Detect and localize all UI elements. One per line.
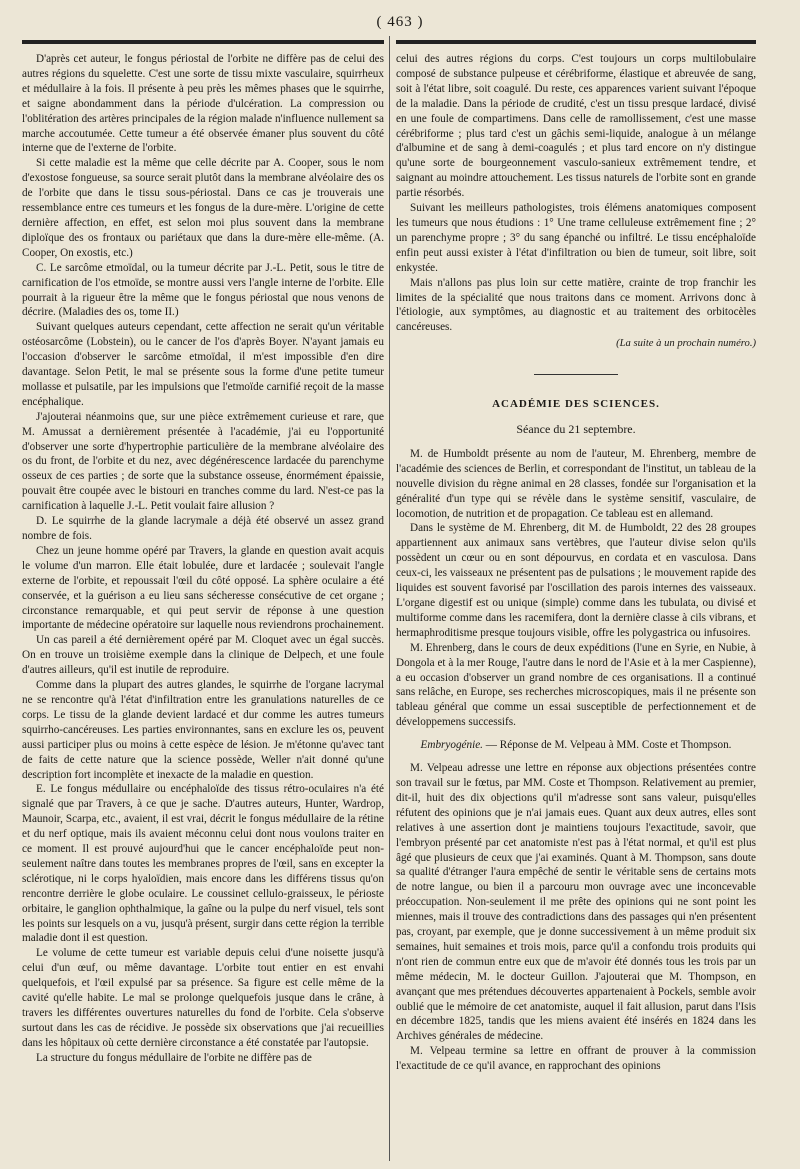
paragraph: Suivant les meilleurs pathologistes, trois élémens anatomiques composent les tumeurs que nous étudions : 1° Une trame celluleuse extrêmement fine ; 2° un parenchyme propre ; 3° du sang épanché ou infiltré. Le tissu encéphaloïde enfin peut aussi exister à l'état d'infiltration ou bien de tumeur, soit libre, soit enkystée.	[396, 202, 756, 274]
paragraph: Chez un jeune homme opéré par Travers, la glande en question avait acquis le volume d'un marron. Elle était lobulée, dure et lardacée ; soulevait l'angle externe de l'orbite, et repoussait l'œil du côté opposé. La sphère oculaire a été conservée, et la guérison a eu lieu sans sécheresse consécutive de cet organe ; circonstance remarquable, et qui peut servir de réponse à une question importante de médecine opératoire sur laquelle nous reviendrons prochainement.	[22, 544, 384, 632]
right-column	[396, 52, 756, 1163]
paragraph: celui des autres régions du corps. C'est toujours un corps multilobulaire composé de substance pulpeuse et cérébriforme, élastique et abreuvée de sang, soit à l'état libre, soit coagulé. Du reste, ces apparences varient suivant l'époque de la maladie. Dans la période de crudité, c'est un tissu presque lardacé, divisé en une foule de compartimens. Dans celle de ramollissement, c'est une masse cérébriforme ; plus tard c'est un gâchis semi-liquide, analogue à un mélange d'albumine et de sang à demi-coagulés ; et plus tard encore on n'y distingue qu'une sorte de bourgeonnement vasculo-sanieux extrêmement tendre, et saignant au moindre attouchement. Les tissus naturels de l'orbite sont en grande partie résorbés.	[396, 53, 756, 200]
subsection-heading	[396, 738, 756, 753]
paragraph: Un cas pareil a été dernièrement opéré par M. Cloquet avec un égal succès. On en trouve un troisième exemple dans la clinique de Delpech, et une foule d'autres ailleurs, qu'il est inutile de reproduire.	[22, 634, 384, 677]
continued-note: (La suite à un prochain numéro.)	[616, 338, 756, 350]
section-title: ACADÉMIE DES SCIENCES.	[492, 398, 660, 411]
paragraph: Le volume de cette tumeur est variable depuis celui d'une noisette jusqu'à celui d'un œuf, ou même davantage. L'orbite tout entier en est envahi quelquefois, et l'œil expulsé par sa présence. Sa figure est celle même de la cavité qu'elle habite. Le mal se prolonge quelquefois jusque dans le crâne, à travers les différentes ouvertures naturelles du fond de l'orbite. Cela s'observe surtout dans les cas de récidive. Je possède six observations que j'ai recueillies dans les hôpitaux où cette dernière circonstance a été constatée par l'autopsie.	[22, 947, 384, 1049]
paragraph: M. de Humboldt présente au nom de l'auteur, M. Ehrenberg, membre de l'académie des sciences de Berlin, et correspondant de l'institut, un tableau de la nouvelle division du règne animal en 28 classes, fondée sur l'organisation et la généralité d'un type qui se révèle dans le système sensitif, vasculaire, de locomotion, de nutrition et de propagation. Ce tableau est en allemand.	[396, 447, 756, 520]
paragraph: E. Le fongus médullaire ou encéphaloïde des tissus rétro-oculaires n'a été signalé que par Travers, à ce que je sache. D'autres auteurs, Hunter, Wardrop, Maunoir, Scarpa, etc., avaient, il est vrai, décrit le fongus médullaire de la rétine et du nerf optique, mais ils avaient méconnu celui dont nous voulons traiter en ce moment. Il est prouvé aujourd'hui que le cancer encéphaloïde peut non-seulement naître dans toutes les membranes propres de l'œil, sans en excepter la sclérotique, ni le corps hyaloïdien, mais encore dans les différens tissus qu'on rencontre derrière le globe oculaire. Le coussinet cellulo-graisseux, le périoste orbitaire, le ganglion ophthalmique, la gaîne ou la pulpe du nerf visuel, tels sont les points sur lesquels on a vu, jusqu'à présent, surgir dans cette région la terrible maladie dont il est question.	[22, 783, 384, 945]
paragraph: D'après cet auteur, le fongus périostal de l'orbite ne diffère pas de celui des autres régions du squelette. C'est une sorte de tissu mixte vasculaire, squirrheux et médullaire à la fois. Il présente à peu près les mêmes phases que le squirrhe, et saigne abondamment dans la période d'ulcération. La compression ou l'oblitération des artères principales de la région malade n'influence nullement sa marche accoutumée. Cette tumeur a été observée émaner plus souvent du côté interne que de l'externe de l'orbite.	[22, 53, 384, 155]
paragraph: Mais n'allons pas plus loin sur cette matière, crainte de trop franchir les limites de la spécialité que nous traitons dans ce moment. Arrivons donc à l'étiologie, aux symptômes, au diagnostic et au traitement des orbitocèles cancéreuses.	[396, 276, 756, 334]
header-rule-right	[396, 40, 756, 44]
paragraph: Si cette maladie est la même que celle décrite par A. Cooper, sous le nom d'exostose fongueuse, sa source serait plutôt dans la membrane alvéolaire des os de l'orbite que dans le tissu sous-périostal. Dans ce cas je trouverais une ressemblance entre ces tumeurs et les fongus de la dure-mère. L'origine de cette dernière affection, en effet, est selon moi plus souvent dans la membrane diploïque des os frontaux ou pariétaux que dans la dure-mère elle-même. (A. Cooper, On exostis, etc.)	[22, 157, 384, 259]
subsection-title: — Réponse de M. Velpeau à MM. Coste et Thompson.	[485, 739, 732, 752]
paragraph: J'ajouterai néanmoins que, sur une pièce extrêmement curieuse et rare, que M. Amussat a dernièrement présentée à l'académie, j'ai eu l'opportunité d'observer une sorte d'hypertrophie particulière de la membrane alvéolaire des os du front, de l'orbite et du nez, avec dégénérescence lardacée du parenchyme osseux de ces parties ; de sorte que la substance osseuse, énormément épaissie, pouvait être coupée avec le bistouri en tranches comme du lard. N'est-ce pas la carnification à laquelle J.-L. Petit voulait faire allusion ?	[22, 410, 384, 513]
paragraph: La structure du fongus médullaire de l'orbite ne diffère pas de	[36, 1051, 312, 1064]
paragraph: D. Le squirrhe de la glande lacrymale a déjà été observé un assez grand nombre de fois.	[22, 515, 384, 542]
subsection-label: Embryogénie.	[420, 739, 483, 752]
paragraph: M. Velpeau adresse une lettre en réponse aux objections présentées contre son travail sur le fœtus, par MM. Coste et Thompson. Relativement au premier, dit-il, huit des dix objections qu'il m'adresse sont sans valeur, puisqu'elles réfutent des opinions que je n'ai jamais eues. Quant aux deux autres, elles sont relatives à une assertion dont je maintiens toujours l'exactitude, savoir, que l'embryon présenté par cet anatomiste n'est pas à l'état normal, et qu'il est plus âgé que plusieurs de ceux que j'ai examinés. Quant à M. Thompson, sans doute sa qualité d'étranger l'aura empêché de sentir le véritable sens de certains mots de notre langue, ou bien il a parcouru mon ouvrage avec une inconcevable préoccupation. Non-seulement il me prête des opinions qui ne sont point les miennes, mais il trouve des contradictions dans des passages qui n'en présentent pas, croyant, par exemple, que je donne successivement à un même produit six semaines, huit semaines et trois mois, parce qu'il a confondu trois produits qui n'ont rien de commun entre eux que de m'avoir été donnés tous les trois par un même médecin, M. le docteur Guillon. J'ajouterai que M. Thompson, en avançant que mes prétendues découvertes appartenaient à Pockels, semble avoir oublié que le mémoire de cet anatomiste, auquel il fait allusion, parut dans l'Isis en décembre 1825, tandis que les miens avaient été insérés en 1824 dans les Archives générales de médecine.	[396, 762, 756, 1043]
left-column	[22, 52, 384, 1163]
page-number: ( 463 )	[376, 14, 424, 30]
paragraph: Dans le système de M. Ehrenberg, dit M. de Humboldt, 22 des 28 groupes appartiennent aux animaux sans vertèbres, que l'auteur divise selon qu'ils possèdent un cœur ou en sont dépourvus, en cordata et en vasculosa. Dans ceux-ci, les vaisseaux ne présentent pas de pulsations ; le mouvement rapide des liquides est souvent favorisé par l'oscillation des parois internes des vaisseaux. L'organe digestif est ou unique (simple) comme dans les tubulata, ou divisé et multiforme comme dans les racemifera, dont la dernière classe à cils vibrans, et hermaphroditisme presque toujours visible, offre les polygastrica ou infusoires.	[396, 522, 756, 639]
paragraph: C. Le sarcôme etmoïdal, ou la tumeur décrite par J.-L. Petit, sous le titre de carnification de l'os etmoïde, se montre aussi vers l'angle interne de l'orbite. Elle pourrait à la rigueur être la même que le fongus périostal que nous venons de décrire. (Maladies des os, tome II.)	[22, 261, 384, 319]
column-divider	[389, 36, 390, 1161]
header-rule-left	[22, 40, 384, 44]
paragraph: M. Velpeau termine sa lettre en offrant de prouver à la commission l'exactitude de ce qu'il avance, en rapprochant des opinions	[396, 1045, 756, 1073]
session-date: Séance du 21 septembre.	[516, 422, 636, 437]
section-separator	[534, 374, 618, 375]
paragraph: Comme dans la plupart des autres glandes, le squirrhe de l'organe lacrymal ne se rencontre qu'à l'état d'infiltration entre les granulations naturelles de ce corps. Le tissu de la glande devient lardacé et dur comme les autres tumeurs squirrho-cancéreuses. Les parties environnantes, sans en exclure les os, peuvent aussi participer plus ou moins à cette espèce de lésion. Je m'étonne qu'avec tant de faits de cette nature que la science possède, Weller n'ait donné qu'une description fort incomplète et inexacte de la maladie en question.	[22, 679, 384, 781]
paragraph: Suivant quelques auteurs cependant, cette affection ne serait qu'un véritable ostéosarcôme (Lobstein), ou le cancer de l'os d'après Boyer. N'ayant jamais eu l'occasion d'observer le sarcôme etmoïdal, il m'est impossible d'en dire davantage. Selon Petit, le mal se présente sous la forme d'une petite tumeur mollasse et pulsatile, par les impulsions que l'etmoïde carnifié reçoit de la masse encéphalique.	[22, 321, 384, 408]
paragraph: M. Ehrenberg, dans le cours de deux expéditions (l'une en Syrie, en Nubie, à Dongola et à la mer Rouge, l'autre dans le nord de l'Asie et à la mer Caspienne), a eu occasion d'observer un grand nombre de ces organisations. Il a continué sans relâche, en Europe, ses recherches microscopiques, mais il ne présente son tableau général que comme un essai susceptible de perfectionnement et de développemens successifs.	[396, 641, 756, 729]
